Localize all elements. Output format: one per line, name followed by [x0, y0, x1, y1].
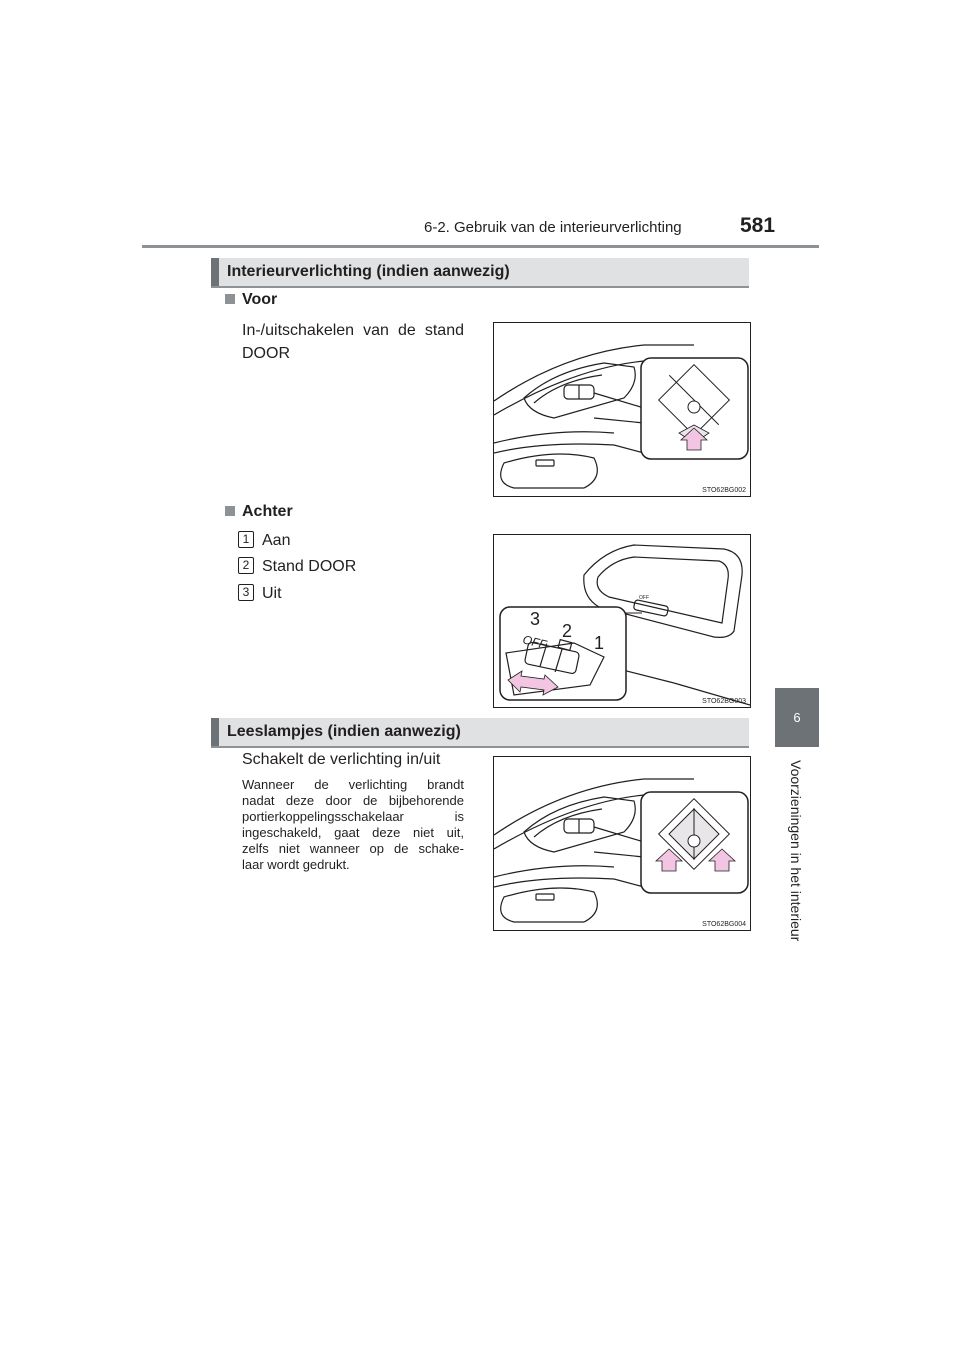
front-console-illustration [494, 323, 750, 496]
section-title-text: Interieurverlichting (indien aanwezig) [227, 263, 510, 280]
front-text-line1: In-/uitschakelen van de stand [242, 322, 464, 339]
figure-front-light [493, 322, 751, 497]
svg-text:OFF: OFF [521, 632, 548, 652]
figure-code: STO62BG004 [702, 921, 746, 928]
front-text-line2: DOOR [242, 345, 290, 362]
square-bullet-icon [225, 506, 235, 516]
reading-lights-illustration [494, 757, 750, 930]
number-badge: 2 [238, 557, 254, 574]
svg-text:OFF: OFF [639, 595, 649, 601]
section-header: 6-2. Gebruik van de interieurverlichting [424, 219, 682, 236]
svg-text:2: 2 [562, 621, 573, 641]
figure-reading-lights [493, 756, 751, 931]
number-badge: 3 [238, 584, 254, 601]
page-number: 581 [740, 214, 776, 237]
section-bar [211, 258, 219, 286]
rear-item-3: 3 Uit [238, 584, 282, 603]
subheading-front: Voor [225, 291, 277, 309]
subheading-rear: Achter [225, 503, 293, 521]
svg-text:3: 3 [530, 609, 541, 629]
chapter-tab: 6 [775, 688, 819, 747]
section-bar [211, 718, 219, 746]
figure-code: STO62BG002 [702, 487, 746, 494]
rear-item-1: 1 Aan [238, 531, 290, 550]
header-rule [142, 245, 819, 248]
reading-light-text: Schakelt de verlichting in/uit [242, 751, 441, 768]
reading-light-note: Wanneer de verlichting brandt nadat deze door de bijbehorende portierkoppelingsschakelaar is ingeschakeld, gaat deze niet uit, zelfs niet wanneer op de schake- laar wordt gedrukt. [242, 777, 464, 872]
chapter-title: Voorzieningen in het interieur [788, 760, 804, 942]
section-title-interior-lights [211, 258, 749, 288]
number-badge: 1 [238, 531, 254, 548]
svg-text:1: 1 [594, 633, 605, 653]
figure-code: STO62BG003 [702, 698, 746, 705]
section-title-text: Leeslampjes (indien aanwezig) [227, 723, 461, 740]
rear-item-2: 2 Stand DOOR [238, 557, 356, 576]
square-bullet-icon [225, 294, 235, 304]
rear-light-illustration [494, 535, 750, 707]
figure-rear-light [493, 534, 751, 708]
section-title-reading-lights [211, 718, 749, 748]
